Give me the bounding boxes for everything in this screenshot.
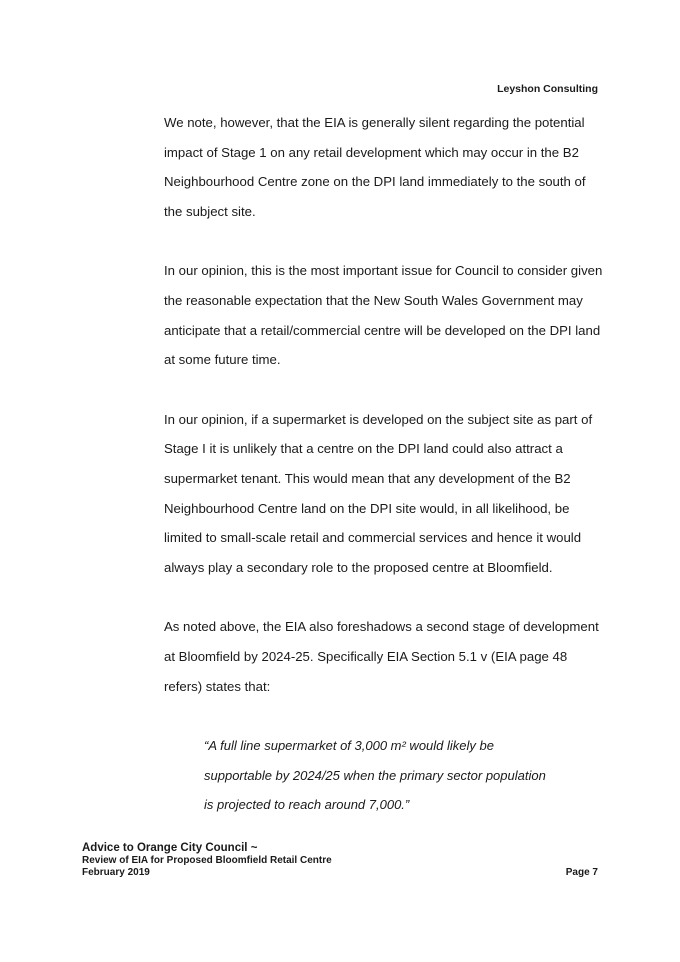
quote-line-2: supportable by 2024/25 when the primary sector population xyxy=(204,767,546,783)
footer-line-3: February 2019 xyxy=(82,867,150,878)
footer-line-1: Advice to Orange City Council ~ xyxy=(82,842,258,854)
paragraph-2: In our opinion, this is the most important issue for Council to consider given the reasonable expectation that the New South Wales Government may anticipate that a retail/commercial centre will be developed on the DPI land at some future time. xyxy=(164,263,603,368)
paragraph-1: We note, however, that the EIA is generally silent regarding the potential impact of Stage 1 on any retail development which may occur in the B2 Neighbourhood Centre zone on the DPI land immediately to the south of the subject site. xyxy=(164,115,586,219)
quote-line-1: “A full line supermarket of 3,000 m² would likely be xyxy=(204,738,494,754)
footer xyxy=(82,842,332,880)
running-header: Leyshon Consulting xyxy=(497,83,598,95)
page-number: Page 7 xyxy=(565,867,598,878)
quote-line-3: is projected to reach around 7,000.” xyxy=(204,797,410,813)
footer-line-2: Review of EIA for Proposed Bloomfield Retail Centre xyxy=(82,854,332,866)
block-quote xyxy=(204,731,604,820)
body-text xyxy=(164,108,604,820)
paragraph-3: In our opinion, if a supermarket is developed on the subject site as part of Stage I it is unlikely that a centre on the DPI land could also attract a supermarket tenant. This would mean that any development of the B2 Neighbourhood Centre land on the DPI site would, in all likelihood, be limited to small-scale retail and commercial services and hence it would always play a secondary role to the proposed centre at Bloomfield. xyxy=(164,411,593,575)
paragraph-4: As noted above, the EIA also foreshadows a second stage of development at Bloomfield by 2024-25. Specifically EIA Section 5.1 v (EIA page 48 refers) states that: xyxy=(164,619,599,694)
